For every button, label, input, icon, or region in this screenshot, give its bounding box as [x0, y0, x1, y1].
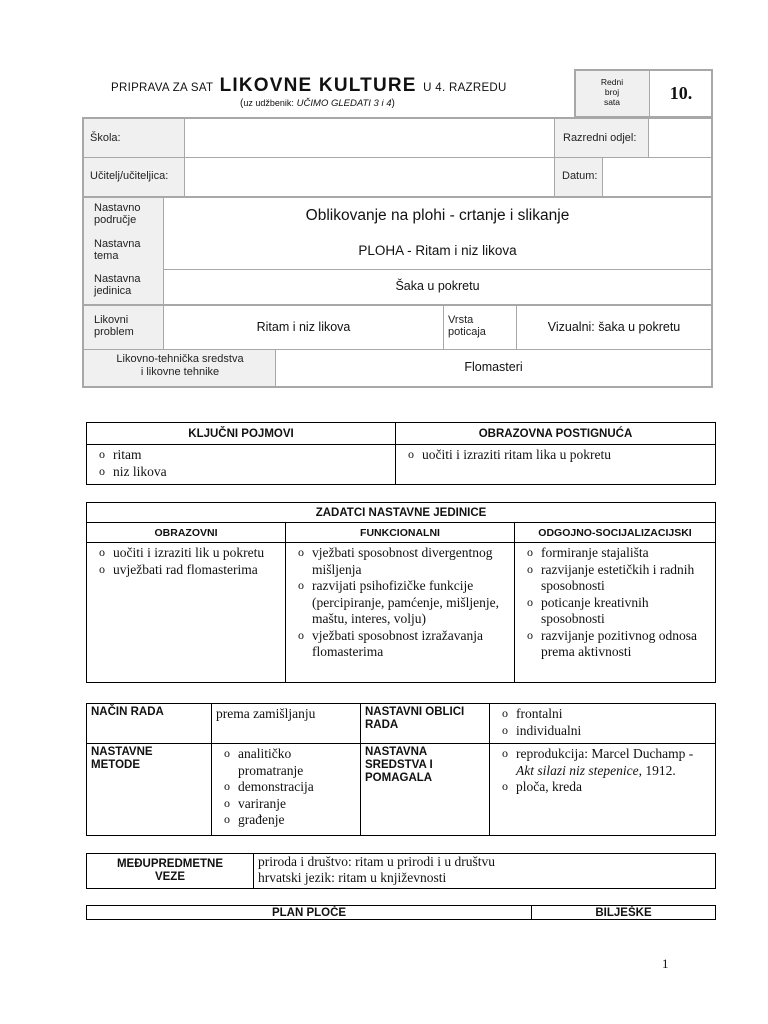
list-item: o analitičko promatranje: [216, 746, 356, 779]
page-number: 1: [662, 956, 669, 971]
problem-value: Ritam i niz likova: [256, 320, 351, 334]
header-title: [111, 75, 571, 97]
plan-header: PLAN PLOČE: [87, 906, 532, 920]
tasks-c2: [286, 543, 515, 683]
forms-cell: [490, 704, 716, 744]
concepts-cell: [87, 445, 396, 485]
header-prefix: PRIPRAVA ZA SAT: [111, 82, 214, 94]
teacher-field[interactable]: [185, 158, 555, 196]
methods-label: NASTAVNE METODE: [87, 744, 212, 836]
stimulus-label: Vrsta poticaja: [448, 314, 486, 338]
class-field[interactable]: [649, 119, 711, 157]
list-item: o ritam: [91, 447, 391, 464]
stimulus-value: Vizualni: šaka u pokretu: [547, 320, 681, 334]
date-label: Datum:: [562, 170, 598, 182]
textbook-title: UČIMO GLEDATI 3 i 4: [296, 98, 392, 109]
list-item: o reprodukcija: Marcel Duchamp - Akt silazi niz stepenice, 1912.: [494, 746, 711, 779]
concepts-header: KLJUČNI POJMOVI: [87, 423, 396, 445]
links-label: MEĐUPREDMETNE VEZE: [87, 854, 254, 889]
teacher-label: Učitelj/učiteljica:: [90, 170, 169, 182]
header-subject: LIKOVNE KULTURE: [219, 75, 417, 96]
tasks-h3: ODGOJNO-SOCIJALIZACIJSKI: [515, 523, 716, 543]
methods-cell: [212, 744, 361, 836]
aids-label: NASTAVNA SREDSTVA I POMAGALA: [361, 744, 490, 836]
list-item: o formiranje stajališta: [519, 545, 711, 562]
tasks-h2: FUNKCIONALNI: [286, 523, 515, 543]
list-item: o vježbati sposobnost divergentnog mišljenja: [290, 545, 510, 578]
achievements-cell: [396, 445, 716, 485]
divider: [84, 304, 711, 306]
links-line-1: priroda i društvo: ritam u prirodi i u društvu: [258, 854, 495, 869]
methods-table: [86, 703, 716, 836]
lesson-label: Redni broj sata: [600, 77, 624, 107]
tasks-h1: OBRAZOVNI: [87, 523, 286, 543]
list-item: o uvježbati rad flomasterima: [91, 562, 281, 579]
list-item: o frontalni: [494, 706, 711, 723]
unit-label: Nastavna jedinica: [94, 273, 141, 297]
list-item: o uočiti i izraziti lik u pokretu: [91, 545, 281, 562]
school-label: Škola:: [90, 132, 121, 144]
lesson-number: 10.: [669, 83, 693, 103]
links-table: [86, 853, 716, 889]
tasks-c3: [515, 543, 716, 683]
unit-value: Šaka u pokretu: [395, 279, 480, 293]
list-item: o građenje: [216, 812, 356, 829]
area-value: Oblikovanje na plohi - crtanje i slikanje: [305, 207, 570, 224]
list-item: o variranje: [216, 796, 356, 813]
links-line-2: hrvatski jezik: ritam u književnosti: [258, 870, 447, 885]
problem-label: Likovni problem: [94, 314, 134, 338]
concepts-table: [86, 422, 716, 485]
school-field[interactable]: [185, 119, 555, 157]
media-value: Flomasteri: [464, 360, 523, 374]
divider: [164, 269, 711, 270]
divider: [84, 196, 711, 198]
links-cell: [254, 854, 716, 889]
list-item: o poticanje kreativnih sposobnosti: [519, 595, 711, 628]
topic-label: Nastavna tema: [94, 238, 141, 262]
class-label: Razredni odjel:: [563, 132, 637, 144]
area-label: Nastavno područje: [94, 202, 141, 226]
achievements-header: OBRAZOVNA POSTIGNUĆA: [396, 423, 716, 445]
list-item: o individualni: [494, 723, 711, 740]
list-item: o razvijanje pozitivnog odnosa prema aktivnosti: [519, 628, 711, 661]
date-field[interactable]: [603, 158, 711, 196]
notes-header: BILJEŠKE: [532, 906, 716, 920]
tasks-table: [86, 502, 716, 683]
aids-cell: [490, 744, 716, 836]
list-item: o razvijanje estetičkih i radnih sposobnosti: [519, 562, 711, 595]
list-item: o razvijati psihofizičke funkcije (percipiranje, pamćenje, mišljenje, maštu, interes, volju): [290, 578, 510, 628]
work-label: NAČIN RADA: [87, 704, 212, 744]
forms-label: NASTAVNI OBLICI RADA: [361, 704, 490, 744]
plan-table: [86, 905, 716, 920]
header-grade: U 4. RAZREDU: [423, 82, 507, 94]
list-item: o vježbati sposobnost izražavanja flomasterima: [290, 628, 510, 661]
list-item: o uočiti i izraziti ritam lika u pokretu: [400, 447, 711, 464]
list-item: o niz likova: [91, 464, 391, 481]
tasks-c1: [87, 543, 286, 683]
header-textbook: (uz udžbenik: UČIMO GLEDATI 3 i 4): [240, 98, 395, 109]
tasks-title: ZADATCI NASTAVNE JEDINICE: [87, 503, 716, 523]
work-value: prema zamišljanju: [212, 704, 361, 744]
topic-value: PLOHA - Ritam i niz likova: [358, 243, 517, 258]
list-item: o demonstracija: [216, 779, 356, 796]
list-item: o ploča, kreda: [494, 779, 711, 796]
textbook-prefix: uz udžbenik:: [243, 98, 294, 108]
media-label: Likovno-tehnička sredstva i likovne tehnike: [116, 353, 244, 378]
